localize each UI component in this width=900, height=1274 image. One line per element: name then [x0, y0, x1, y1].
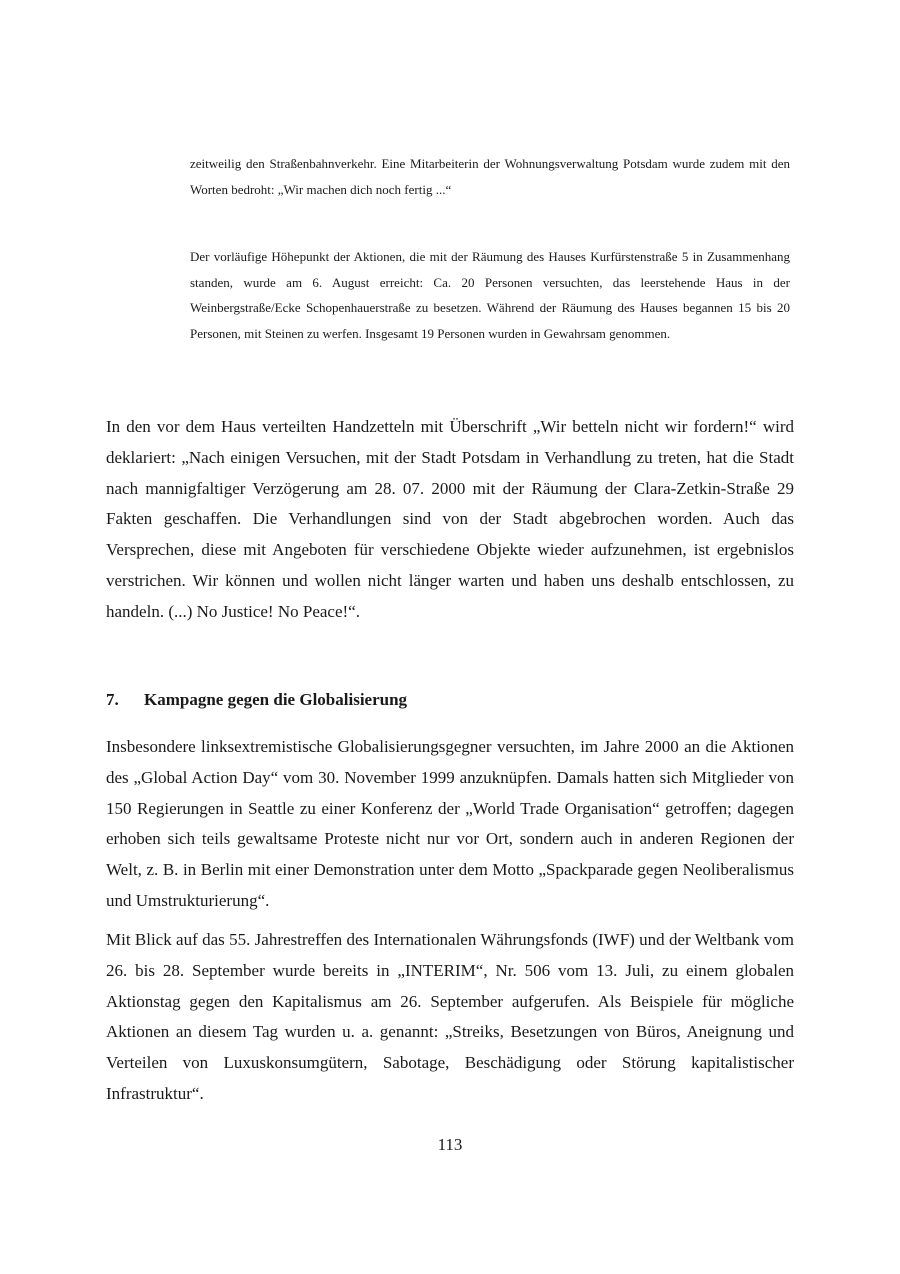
section-title: Kampagne gegen die Globalisierung: [144, 690, 408, 709]
body-paragraph-globalization: Insbesondere linksextremistische Globalisierungsgegner versuchten, im Jahre 2000 an die Aktionen des „Global Action Day“ vom 30. November 1999 anzuknüpfen. Damals hatten sich Mitglieder von 150 Regierungen in Seattle zu einer Konferenz der „World Trade Organisation“ getroffen; dagegen erhoben sich teils gewaltsame Proteste nicht nur vor Ort, sondern auch in anderen Regionen der Welt, z. B. in Berlin mit einer Demonstration unter dem Motto „Spackparade gegen Neoliberalismus und Umstrukturierung“.: [106, 737, 794, 910]
quote-paragraph-events: Der vorläufige Höhepunkt der Aktionen, die mit der Räumung des Hauses Kurfürstenstraße 5 in Zusammenhang standen, wurde am 6. August erreicht: Ca. 20 Personen versuchten, das leerstehende Haus in der Weinbergstraße/Ecke Schopenhauerstraße zu besetzen. Während der Räumung des Hauses begannen 15 bis 20 Personen, mit Steinen zu werfen. Insgesamt 19 Personen wurden in Gewahrsam genommen.: [190, 249, 790, 341]
body-paragraph-handbills: In den vor dem Haus verteilten Handzetteln mit Überschrift „Wir betteln nicht wir fordern!“ wird deklariert: „Nach einigen Versuchen, mit der Stadt Potsdam in Verhandlung zu treten, hat die Stadt nach mannigfaltiger Verzögerung am 28. 07. 2000 mit der Räumung der Clara-Zetkin-Straße 29 Fakten geschaffen. Die Verhandlungen sind von der Stadt abgebrochen worden. Auch das Versprechen, diese mit Angeboten für verschiedene Objekte wieder aufzunehmen, ist ergebnislos verstrichen. Wir können und wollen nicht länger warten und haben uns deshalb entschlossen, zu handeln. (...) No Justice! No Peace!“.: [106, 417, 794, 621]
section-number: 7.: [106, 690, 119, 709]
quote-paragraph-continued: zeitweilig den Straßenbahnverkehr. Eine Mitarbeiterin der Wohnungsverwaltung Potsdam wurde zudem mit den Worten bedroht: „Wir machen dich noch fertig ...“: [190, 156, 790, 197]
page-number: 113: [437, 1135, 463, 1154]
body-paragraph-iwf: Mit Blick auf das 55. Jahrestreffen des Internationalen Währungsfonds (IWF) und der Weltbank vom 26. bis 28. September wurde bereits in „INTERIM“, Nr. 506 vom 13. Juli, zu einem globalen Aktionstag gegen den Kapitalismus am 26. September aufgerufen. Als Beispiele für mögliche Aktionen an diesem Tag wurden u. a. genannt: „Streiks, Besetzungen von Büros, Aneignung und Verteilen von Luxuskonsumgütern, Sabotage, Beschädigung oder Störung kapitalistischer Infrastruktur“.: [106, 930, 794, 1103]
section-heading: [106, 688, 407, 712]
